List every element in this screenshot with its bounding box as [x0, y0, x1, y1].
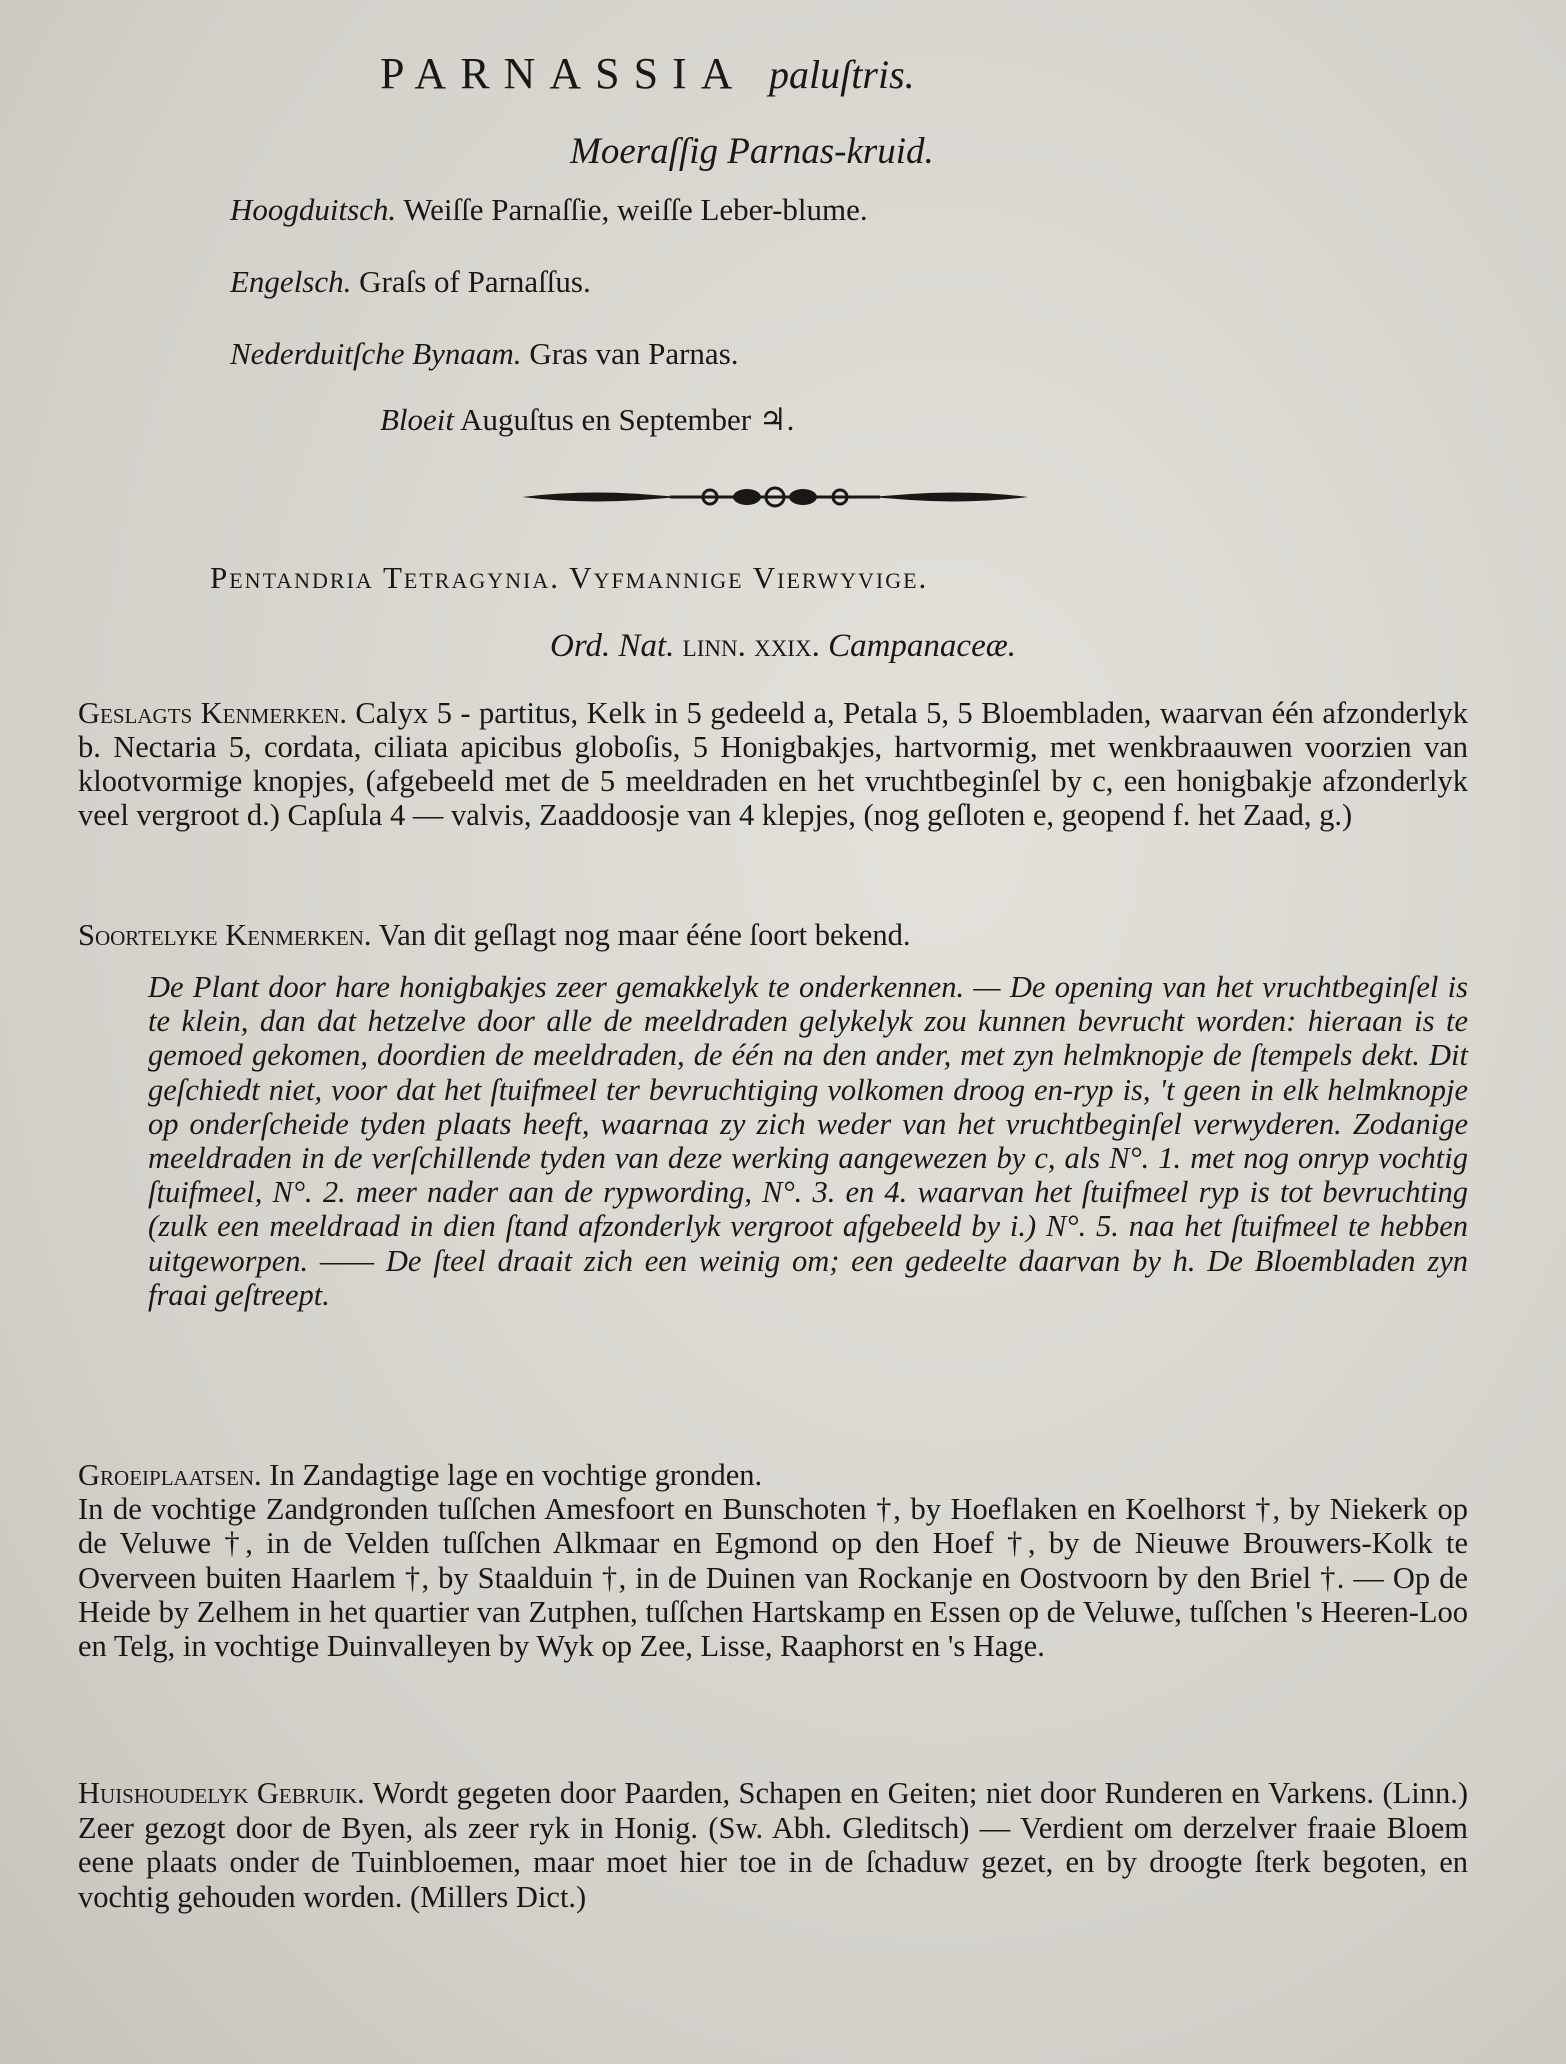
vernacular-label: Bloeit: [380, 402, 455, 437]
page-subtitle: Moeraſſig Parnas-kruid.: [570, 131, 934, 172]
vernacular-text: Graſs of Parnaſſus.: [359, 264, 591, 299]
species-name: paluſtris.: [769, 52, 915, 97]
section-text: In Zandagtige lage en vochtige gronden.: [269, 1458, 763, 1492]
page-title: [380, 48, 1200, 99]
section-heading: Huishoudelyk Gebruik.: [78, 1776, 365, 1810]
vernacular-dutch: [230, 336, 739, 372]
vernacular-english: [230, 264, 591, 300]
plant-description-paragraph: De Plant door hare honigbakjes zeer gemakkelyk te onderkennen. — De opening van het vruchtbeginſel is te klein, dan dat hetzelve door alle de meeldraden gelykelyk zou kunnen bevrucht worden: hieraan is te gemoed gekomen, doordien de meeldraden, de één na den ander, met zyn helmknopje de ſtempels dekt. Dit geſchiedt niet, voor dat het ſtuifmeel ter bevruchtiging volkomen droog en-ryp is, 't geen in elk helmknopje op onderſcheide tyden plaats heeft, waarnaa zy zich weder van het vruchtbeginſel verwyderen. Zodanige meeldraden in de verſchillende tyden van deze werking aangewezen by c, als N°. 1. met nog onryp vochtig ſtuifmeel, N°. 2. meer nader aan de rypwording, N°. 3. en 4. waarvan het ſtuifmeel ryp is tot bevruchting (zulk een meeldraad in dien ſtand afzonderlyk vergroot afgebeeld by i.) N°. 5. naa het ſtuifmeel te hebben uitgeworpen. —— De ſteel draait zich een weinig om; een gedeelte daarvan by h. De Bloembladen zyn fraai geſtreept.: [148, 970, 1468, 1312]
vernacular-german: [230, 192, 868, 228]
section-text: Wordt gegeten door Paarden, Schapen en Geiten; niet door Runderen en Varkens. (Linn.) Zeer gezogt door de Byen, als zeer ryk in Honig. (Sw. Abh. Gleditsch) — Verdient om derzelver fraaie Bloem eene plaats onder de Tuinbloemen, maar moet hier toe in de ſchaduw gezet, en by droogte ſterk begoten, en vochtig gehouden worden. (Millers Dict.): [78, 1776, 1469, 1914]
species-characters-paragraph: [78, 918, 1468, 952]
classification-line: Pentandria Tetragynia. Vyfmannige Vierwyvige.: [210, 560, 929, 595]
vernacular-label: Engelsch.: [230, 264, 352, 299]
habitat-locations-paragraph: In de vochtige Zandgronden tuſſchen Amesfoort en Bunschoten †, by Hoeflaken en Koelhorst †, by Niekerk op de Veluwe †, in de Velden tuſſchen Alkmaar en Egmond op den Hoef †, by de Nieuwe Brouwers-Kolk te Overveen buiten Haarlem †, by Staalduin †, in de Duinen van Rockanje en Oostvoorn by den Briel †. — Op de Heide by Zelhem in het quartier van Zutphen, tuſſchen Hartskamp en Essen op de Veluwe, tuſſchen 's Heeren-Loo en Telg, in vochtige Duinvalleyen by Wyk op Zee, Lisse, Raaphorst en 's Hage.: [78, 1492, 1468, 1664]
flowering-period: [380, 402, 794, 438]
vernacular-text: Weiſſe Parnaſſie, weiſſe Leber-blume.: [403, 192, 868, 227]
ord-linn: linn. xxix.: [682, 628, 820, 664]
ord-family: Campanaceæ.: [828, 628, 1016, 664]
vernacular-text: Auguſtus en September ♃.: [460, 402, 795, 437]
ornament-divider: [520, 480, 1030, 514]
section-text: Calyx 5 - partitus, Kelk in 5 gedeeld a, Petala 5, 5 Bloembladen, waarvan één afzonderlyk b. Nectaria 5, cordata, ciliata apicibus globoſis, 5 Honigbakjes, hartvormig, met wenkbraauwen voorzien van klootvormige knopjes, (afgebeeld met de 5 meeldraden en het vruchtbeginſel by c, een honigbakje afzonderlyk veel vergroot d.) Capſula 4 — valvis, Zaaddoosje van 4 klepjes, (nog geſloten e, geopend f. het Zaad, g.): [78, 696, 1468, 832]
genus-characters-paragraph: [78, 696, 1468, 832]
vernacular-label: Hoogduitsch.: [230, 192, 397, 227]
section-heading: Geslagts Kenmerken.: [78, 696, 347, 730]
natural-order-line: [0, 628, 1566, 665]
vernacular-label: Nederduitſche Bynaam.: [230, 336, 522, 371]
household-use-paragraph: [78, 1776, 1468, 1914]
vernacular-text: Gras van Parnas.: [529, 336, 739, 371]
section-heading: Groeiplaatsen.: [78, 1458, 262, 1492]
section-text: Van dit geſlagt nog maar ééne ſoort bekend.: [378, 918, 911, 952]
habitat-paragraph: [78, 1458, 1468, 1492]
section-heading: Soortelyke Kenmerken.: [78, 918, 372, 952]
genus-name: PARNASSIA: [380, 49, 745, 98]
ord-prefix: Ord. Nat.: [550, 628, 675, 664]
